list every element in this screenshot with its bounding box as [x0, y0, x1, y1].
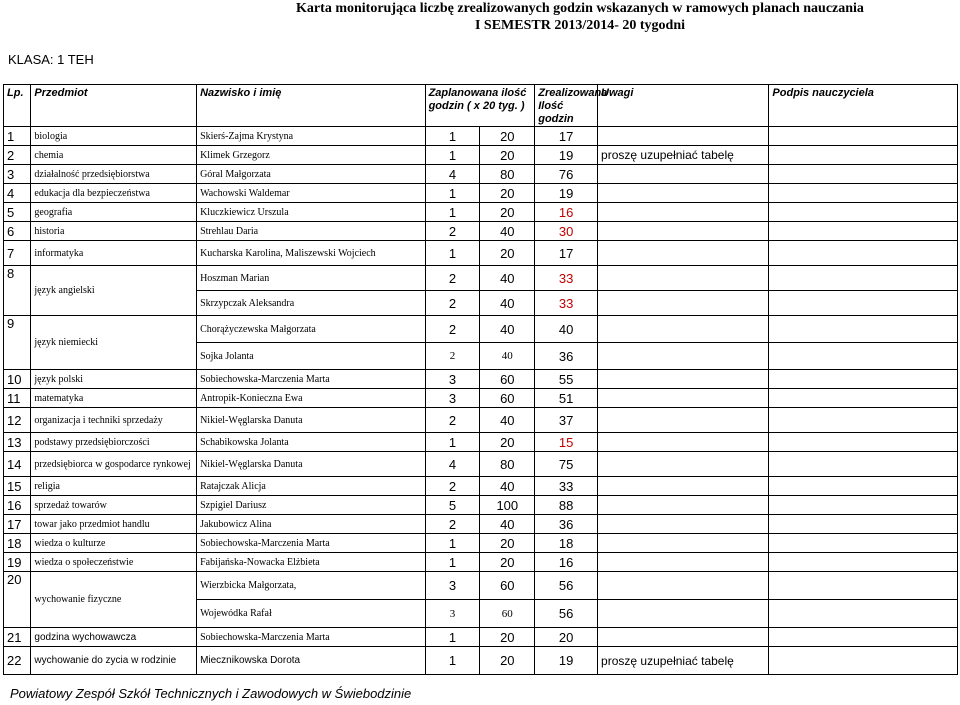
row-subject: religia: [31, 477, 197, 496]
row-signature: [769, 222, 958, 241]
row-done-hours: 33: [535, 266, 598, 291]
row-weekly-hours: 1: [425, 184, 480, 203]
row-done-hours: 15: [535, 433, 598, 452]
row-notes: [598, 266, 769, 291]
row-teacher: Nikiel-Węglarska Danuta: [197, 452, 426, 477]
row-planned-hours: 100: [480, 496, 535, 515]
row-planned-hours: 20: [480, 146, 535, 165]
row-planned-hours: 20: [480, 433, 535, 452]
row-lp: 17: [4, 515, 31, 534]
row-teacher: Hoszman Marian: [197, 266, 426, 291]
row-signature: [769, 572, 958, 600]
row-subject: informatyka: [31, 241, 197, 266]
row-planned-hours: 20: [480, 628, 535, 647]
row-notes: [598, 184, 769, 203]
row-weekly-hours: 1: [425, 433, 480, 452]
table-row: [4, 408, 958, 433]
row-planned-hours: 20: [480, 647, 535, 675]
row-planned-hours: 80: [480, 452, 535, 477]
row-weekly-hours: 1: [425, 241, 480, 266]
row-signature: [769, 452, 958, 477]
row-subject: działalność przedsiębiorstwa: [31, 165, 197, 184]
header-planned: Zaplanowana ilość godzin ( x 20 tyg. ): [425, 85, 535, 127]
row-lp: 14: [4, 452, 31, 477]
header-subject: Przedmiot: [31, 85, 197, 127]
row-signature: [769, 628, 958, 647]
table-row: [4, 496, 958, 515]
row-lp: 22: [4, 647, 31, 675]
row-notes: [598, 127, 769, 146]
row-done-hours: 19: [535, 146, 598, 165]
row-weekly-hours: 3: [425, 600, 480, 628]
row-signature: [769, 146, 958, 165]
row-planned-hours: 80: [480, 165, 535, 184]
title-line-1: Karta monitorująca liczbę zrealizowanych godzin wskazanych w ramowych planach nauczania: [296, 1, 864, 16]
row-subject: godzina wychowawcza: [31, 628, 197, 647]
row-signature: [769, 477, 958, 496]
row-subject: język angielski: [31, 266, 197, 316]
row-weekly-hours: 4: [425, 165, 480, 184]
table-row: [4, 553, 958, 572]
row-planned-hours: 60: [480, 572, 535, 600]
row-signature: [769, 647, 958, 675]
row-teacher: Sojka Jolanta: [197, 343, 426, 370]
row-notes: [598, 496, 769, 515]
school-footer: Powiatowy Zespół Szkół Technicznych i Zawodowych w Świebodzinie: [10, 686, 412, 701]
row-notes: [598, 433, 769, 452]
row-signature: [769, 496, 958, 515]
row-teacher: Szpigiel Dariusz: [197, 496, 426, 515]
row-subject: edukacja dla bezpieczeństwa: [31, 184, 197, 203]
row-signature: [769, 370, 958, 389]
row-subject: biologia: [31, 127, 197, 146]
row-weekly-hours: 1: [425, 647, 480, 675]
table-row: [4, 389, 958, 408]
table-row: [4, 628, 958, 647]
row-lp: 15: [4, 477, 31, 496]
row-planned-hours: 20: [480, 184, 535, 203]
row-notes: [598, 534, 769, 553]
row-teacher: Wojewódka Rafał: [197, 600, 426, 628]
row-done-hours: 17: [535, 241, 598, 266]
table-row: [4, 534, 958, 553]
monitoring-table: [3, 84, 958, 675]
row-done-hours: 36: [535, 343, 598, 370]
row-done-hours: 36: [535, 515, 598, 534]
row-lp: 4: [4, 184, 31, 203]
table-row: [4, 370, 958, 389]
class-label: KLASA: 1 TEH: [8, 52, 94, 67]
row-subject: wiedza o społeczeństwie: [31, 553, 197, 572]
row-teacher: Fabijańska-Nowacka Elżbieta: [197, 553, 426, 572]
row-planned-hours: 60: [480, 389, 535, 408]
row-notes: [598, 600, 769, 628]
row-teacher: Sobiechowska-Marczenia Marta: [197, 628, 426, 647]
row-done-hours: 55: [535, 370, 598, 389]
table-row: [4, 452, 958, 477]
header-notes: Uwagi: [598, 85, 769, 127]
row-lp: 8: [4, 266, 31, 316]
row-done-hours: 37: [535, 408, 598, 433]
row-teacher: Schabikowska Jolanta: [197, 433, 426, 452]
row-signature: [769, 184, 958, 203]
table-row: [4, 266, 958, 291]
row-planned-hours: 40: [480, 477, 535, 496]
table-row: [4, 477, 958, 496]
row-done-hours: 16: [535, 203, 598, 222]
row-teacher: Skierś-Zajma Krystyna: [197, 127, 426, 146]
row-planned-hours: 40: [480, 222, 535, 241]
row-done-hours: 51: [535, 389, 598, 408]
row-notes: [598, 203, 769, 222]
row-done-hours: 33: [535, 291, 598, 316]
row-done-hours: 30: [535, 222, 598, 241]
row-planned-hours: 40: [480, 266, 535, 291]
table-row: [4, 515, 958, 534]
row-weekly-hours: 2: [425, 477, 480, 496]
row-subject: sprzedaż towarów: [31, 496, 197, 515]
row-notes: [598, 241, 769, 266]
row-done-hours: 19: [535, 184, 598, 203]
row-planned-hours: 20: [480, 241, 535, 266]
row-lp: 11: [4, 389, 31, 408]
row-weekly-hours: 2: [425, 266, 480, 291]
row-weekly-hours: 1: [425, 534, 480, 553]
row-lp: 19: [4, 553, 31, 572]
row-done-hours: 16: [535, 553, 598, 572]
row-subject: język polski: [31, 370, 197, 389]
table-row: [4, 184, 958, 203]
row-lp: 3: [4, 165, 31, 184]
row-subject: wychowanie fizyczne: [31, 572, 197, 628]
row-lp: 20: [4, 572, 31, 628]
row-lp: 16: [4, 496, 31, 515]
row-done-hours: 17: [535, 127, 598, 146]
row-planned-hours: 20: [480, 203, 535, 222]
row-signature: [769, 534, 958, 553]
row-signature: [769, 127, 958, 146]
row-planned-hours: 40: [480, 291, 535, 316]
table-row: [4, 241, 958, 266]
row-lp: 13: [4, 433, 31, 452]
row-planned-hours: 60: [480, 600, 535, 628]
row-subject: wychowanie do zycia w rodzinie: [31, 647, 197, 675]
row-notes: [598, 389, 769, 408]
row-signature: [769, 343, 958, 370]
row-signature: [769, 291, 958, 316]
table-row: [4, 127, 958, 146]
row-subject: chemia: [31, 146, 197, 165]
row-planned-hours: 20: [480, 127, 535, 146]
row-lp: 7: [4, 241, 31, 266]
table-row: [4, 647, 958, 675]
row-done-hours: 33: [535, 477, 598, 496]
row-lp: 21: [4, 628, 31, 647]
row-weekly-hours: 2: [425, 316, 480, 343]
row-subject: przedsiębiorca w gospodarce rynkowej: [31, 452, 197, 477]
row-done-hours: 75: [535, 452, 598, 477]
row-planned-hours: 40: [480, 316, 535, 343]
table-row: [4, 433, 958, 452]
row-signature: [769, 203, 958, 222]
row-notes: [598, 515, 769, 534]
row-weekly-hours: 1: [425, 628, 480, 647]
row-notes: [598, 553, 769, 572]
row-lp: 18: [4, 534, 31, 553]
row-signature: [769, 515, 958, 534]
row-weekly-hours: 5: [425, 496, 480, 515]
row-teacher: Wachowski Waldemar: [197, 184, 426, 203]
table-row: [4, 316, 958, 343]
header-name: Nazwisko i imię: [197, 85, 426, 127]
row-weekly-hours: 2: [425, 222, 480, 241]
header-done: Zrealizowana Ilość godzin: [535, 85, 598, 127]
table-header-row: [4, 85, 958, 127]
row-weekly-hours: 3: [425, 370, 480, 389]
row-teacher: Sobiechowska-Marczenia Marta: [197, 534, 426, 553]
header-lp: Lp.: [4, 85, 31, 127]
row-teacher: Strehlau Daria: [197, 222, 426, 241]
row-teacher: Góral Małgorzata: [197, 165, 426, 184]
row-teacher: Miecznikowska Dorota: [197, 647, 426, 675]
title-line-2: I SEMESTR 2013/2014- 20 tygodni: [474, 18, 686, 33]
row-done-hours: 20: [535, 628, 598, 647]
row-lp: 5: [4, 203, 31, 222]
row-notes: [598, 222, 769, 241]
row-notes: [598, 477, 769, 496]
row-signature: [769, 600, 958, 628]
row-lp: 1: [4, 127, 31, 146]
row-planned-hours: 40: [480, 408, 535, 433]
row-signature: [769, 433, 958, 452]
row-weekly-hours: 3: [425, 572, 480, 600]
row-signature: [769, 408, 958, 433]
table-row: [4, 222, 958, 241]
row-subject: język niemiecki: [31, 316, 197, 370]
row-done-hours: 56: [535, 600, 598, 628]
row-weekly-hours: 2: [425, 515, 480, 534]
row-weekly-hours: 2: [425, 291, 480, 316]
table-row: [4, 572, 958, 600]
row-weekly-hours: 2: [425, 408, 480, 433]
row-weekly-hours: 1: [425, 127, 480, 146]
row-lp: 9: [4, 316, 31, 370]
row-weekly-hours: 1: [425, 553, 480, 572]
row-notes: [598, 165, 769, 184]
row-planned-hours: 40: [480, 515, 535, 534]
row-subject: towar jako przedmiot handlu: [31, 515, 197, 534]
row-done-hours: 18: [535, 534, 598, 553]
row-notes: [598, 628, 769, 647]
row-teacher: Nikiel-Węglarska Danuta: [197, 408, 426, 433]
row-weekly-hours: 1: [425, 203, 480, 222]
row-lp: 2: [4, 146, 31, 165]
row-teacher: Kucharska Karolina, Maliszewski Wojciech: [197, 241, 426, 266]
row-done-hours: 76: [535, 165, 598, 184]
row-notes: [598, 291, 769, 316]
row-signature: [769, 553, 958, 572]
row-teacher: Klimek Grzegorz: [197, 146, 426, 165]
row-done-hours: 40: [535, 316, 598, 343]
row-weekly-hours: 2: [425, 343, 480, 370]
row-notes: [598, 572, 769, 600]
row-subject: organizacja i techniki sprzedaży: [31, 408, 197, 433]
row-signature: [769, 266, 958, 291]
table-row: [4, 146, 958, 165]
row-notes: [598, 452, 769, 477]
row-teacher: Wierzbicka Małgorzata,: [197, 572, 426, 600]
row-signature: [769, 316, 958, 343]
row-weekly-hours: 4: [425, 452, 480, 477]
row-signature: [769, 165, 958, 184]
row-done-hours: 88: [535, 496, 598, 515]
document-title: [0, 0, 960, 34]
table-row: [4, 165, 958, 184]
row-teacher: Ratajczak Alicja: [197, 477, 426, 496]
row-teacher: Sobiechowska-Marczenia Marta: [197, 370, 426, 389]
row-notes: [598, 316, 769, 343]
row-teacher: Skrzypczak Aleksandra: [197, 291, 426, 316]
row-notes: [598, 343, 769, 370]
row-teacher: Antropik-Konieczna Ewa: [197, 389, 426, 408]
row-done-hours: 19: [535, 647, 598, 675]
row-notes: [598, 408, 769, 433]
row-weekly-hours: 3: [425, 389, 480, 408]
row-planned-hours: 40: [480, 343, 535, 370]
row-subject: wiedza o kulturze: [31, 534, 197, 553]
row-planned-hours: 60: [480, 370, 535, 389]
row-signature: [769, 241, 958, 266]
row-notes: [598, 370, 769, 389]
row-weekly-hours: 1: [425, 146, 480, 165]
row-lp: 6: [4, 222, 31, 241]
row-notes: proszę uzupełniać tabelę: [598, 647, 769, 675]
row-teacher: Chorążyczewska Małgorzata: [197, 316, 426, 343]
row-signature: [769, 389, 958, 408]
row-subject: historia: [31, 222, 197, 241]
row-notes: proszę uzupełniać tabelę: [598, 146, 769, 165]
row-planned-hours: 20: [480, 534, 535, 553]
table-row: [4, 203, 958, 222]
row-lp: 12: [4, 408, 31, 433]
row-teacher: Kluczkiewicz Urszula: [197, 203, 426, 222]
row-lp: 10: [4, 370, 31, 389]
row-teacher: Jakubowicz Alina: [197, 515, 426, 534]
header-signature: Podpis nauczyciela: [769, 85, 958, 127]
row-planned-hours: 20: [480, 553, 535, 572]
row-subject: matematyka: [31, 389, 197, 408]
row-subject: geografia: [31, 203, 197, 222]
row-done-hours: 56: [535, 572, 598, 600]
row-subject: podstawy przedsiębiorczości: [31, 433, 197, 452]
